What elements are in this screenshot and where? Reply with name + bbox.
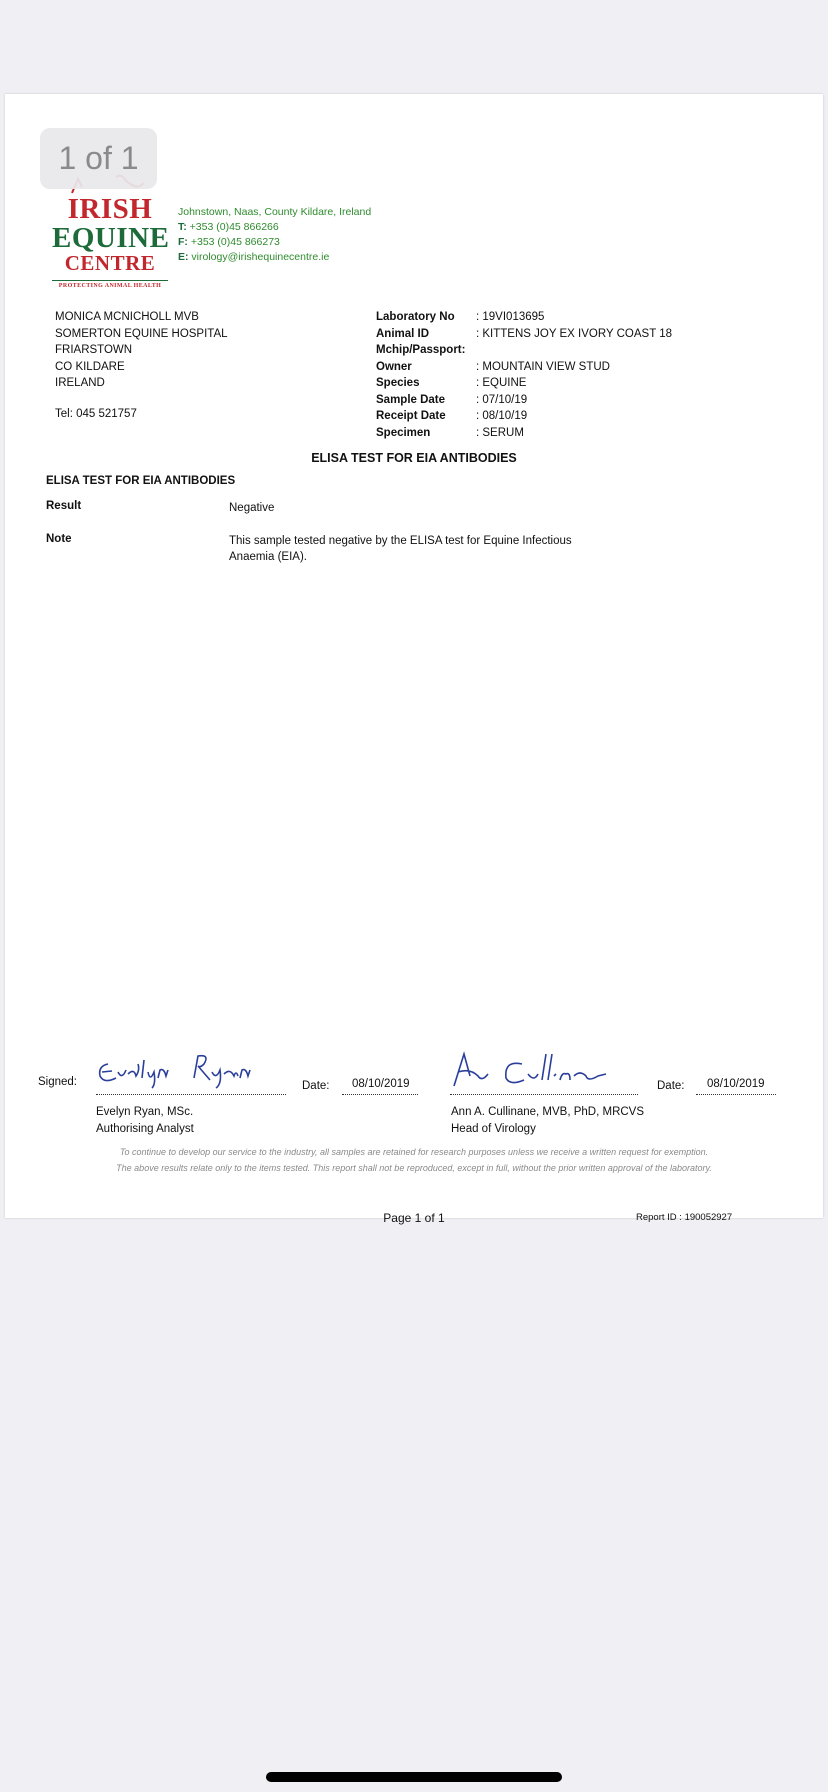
disclaimer-line-2: The above results relate only to the items tested. This report shall not be reproduced, except in full, without the prior written approval of the laboratory. <box>116 1163 712 1173</box>
signer-1-name: Evelyn Ryan, MSc. <box>96 1106 194 1118</box>
disclaimer-line-1: To continue to develop our service to the industry, all samples are retained for research purposes unless we receive a written request for exemption. <box>119 1147 709 1157</box>
report-title: ELISA TEST FOR EIA ANTIBODIES <box>311 451 517 465</box>
date-label-1: Date: <box>302 1080 330 1092</box>
recipient-line: MONICA MCNICHOLL MVB <box>55 311 199 323</box>
detail-row: Animal ID : KITTENS JOY EX IVORY COAST 18 <box>376 327 672 340</box>
recipient-address <box>55 309 228 392</box>
recipient-line: IRELAND <box>55 377 105 389</box>
result-label: Result <box>46 500 82 512</box>
contact-block <box>178 205 371 265</box>
recipient-line: SOMERTON EQUINE HOSPITAL <box>55 327 228 340</box>
note-value: This sample tested negative by the ELISA test for Equine Infectious Anaemia (EIA). <box>229 535 572 563</box>
detail-row: Specimen : SERUM <box>376 426 524 439</box>
page-counter-badge: 1 of 1 <box>40 128 157 189</box>
detail-row: Owner : MOUNTAIN VIEW STUD <box>376 360 610 373</box>
result-value: Negative <box>229 502 275 514</box>
signer-2-block <box>451 1104 644 1137</box>
signer-2-name: Ann A. Cullinane, MVB, PhD, MRCVS <box>451 1106 645 1118</box>
report-id: Report ID : 190052927 <box>636 1212 733 1223</box>
detail-row: Receipt Date : 08/10/19 <box>376 410 528 422</box>
logo-word-equine: EQUINE <box>52 222 170 254</box>
logo-word-irish: IRISH <box>67 193 153 225</box>
detail-row: Mchip/Passport: <box>376 344 466 356</box>
date-label-2: Date: <box>657 1080 685 1092</box>
signer-1-title: Authorising Analyst <box>96 1122 194 1135</box>
contact-email: E: virology@irishequinecentre.ie <box>178 251 330 263</box>
signature-evelyn-ryan <box>94 1044 264 1090</box>
page-number: Page 1 of 1 <box>383 1211 445 1225</box>
date-value-2: 08/10/2019 <box>707 1078 765 1090</box>
detail-row: Sample Date : 07/10/19 <box>376 393 528 406</box>
logo-word-centre: CENTRE <box>64 251 156 275</box>
contact-phone: T: +353 (0)45 866266 <box>178 221 279 233</box>
detail-row: Laboratory No : 19VI013695 <box>376 311 545 323</box>
irish-equine-centre-logo <box>52 185 168 289</box>
section-title: ELISA TEST FOR EIA ANTIBODIES <box>46 475 236 487</box>
signature-ann-cullinane <box>448 1046 618 1092</box>
recipient-line: CO KILDARE <box>55 360 125 373</box>
signer-1-block <box>96 1104 194 1137</box>
note-label: Note <box>46 533 72 545</box>
detail-row: Species : EQUINE <box>376 377 527 389</box>
signer-2-title: Head of Virology <box>451 1122 536 1135</box>
date-value-1: 08/10/2019 <box>352 1078 410 1090</box>
home-indicator[interactable] <box>266 1772 562 1782</box>
contact-fax: F: +353 (0)45 866273 <box>178 236 280 248</box>
recipient-line: FRIARSTOWN <box>55 344 133 356</box>
contact-address: Johnstown, Naas, County Kildare, Ireland <box>178 206 372 218</box>
signed-label: Signed: <box>38 1076 78 1088</box>
logo-tagline: PROTECTING ANIMAL HEALTH <box>58 283 162 289</box>
recipient-tel: Tel: 045 521757 <box>55 408 137 420</box>
sample-details <box>376 309 672 441</box>
